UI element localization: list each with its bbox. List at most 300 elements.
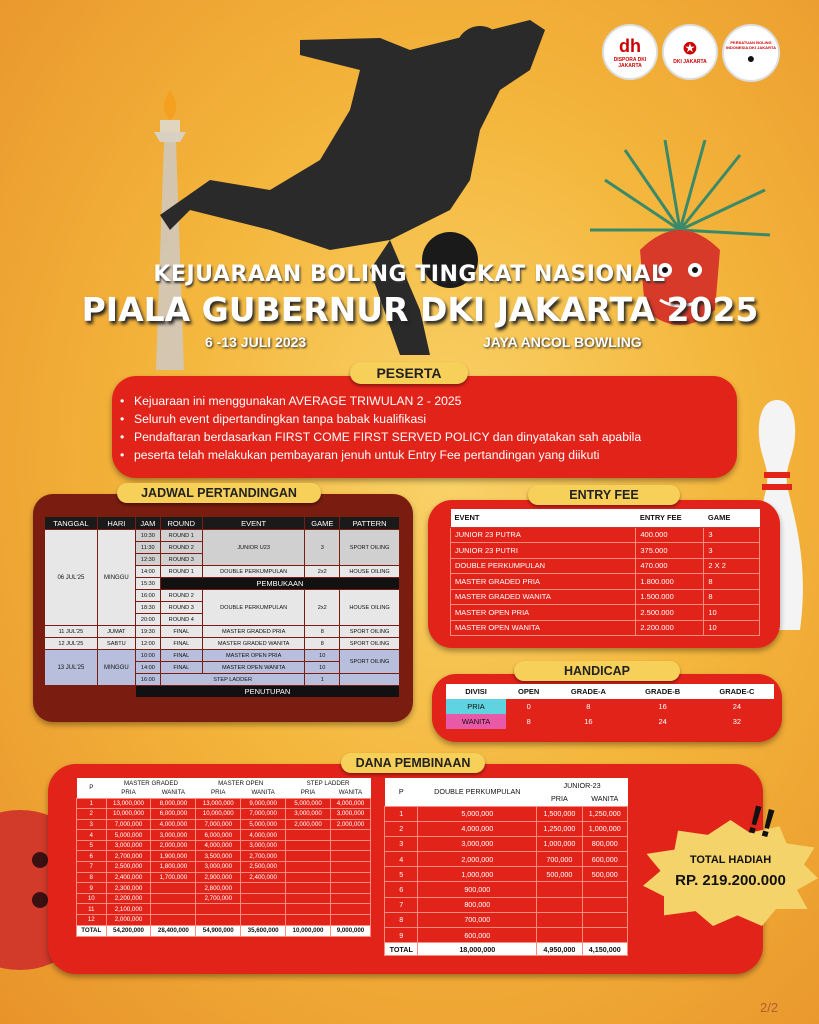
table-cell: 2,400,000 xyxy=(241,872,286,883)
table-row xyxy=(451,620,760,636)
table-cell: 13,000,000 xyxy=(106,798,151,809)
table-cell: 7 xyxy=(385,897,418,912)
col-header: TANGGAL xyxy=(45,517,98,530)
table-row xyxy=(77,893,371,904)
round-cell: ROUND 3 xyxy=(160,554,202,566)
col-header: EVENT xyxy=(451,509,636,527)
day-cell: JUMAT xyxy=(97,626,135,638)
table-cell: 2,400,000 xyxy=(106,872,151,883)
total-cell: 35,600,000 xyxy=(241,925,286,936)
table-cell: 7,000,000 xyxy=(106,819,151,830)
division-cell: WANITA xyxy=(446,714,506,729)
table-cell: 6,000,000 xyxy=(196,830,241,841)
table-cell: 1,000,000 xyxy=(582,821,627,836)
table-row xyxy=(451,558,760,574)
table-cell: 600,000 xyxy=(582,852,627,867)
peserta-item: • Seluruh event dipertandingkan tanpa babak kualifikasi xyxy=(120,410,730,428)
table-cell: 1,500,000 xyxy=(537,806,582,821)
table-cell xyxy=(241,883,286,894)
table-header-row xyxy=(77,778,371,788)
table-row xyxy=(385,821,628,836)
total-cell: 9,000,000 xyxy=(330,925,370,936)
table-cell xyxy=(330,851,370,862)
table-cell: 2 xyxy=(77,809,107,820)
table-cell xyxy=(330,904,370,915)
table-cell: 2,700,000 xyxy=(196,893,241,904)
event-cell: DOUBLE PERKUMPULAN xyxy=(202,590,305,626)
time-cell: 14:00 xyxy=(135,662,160,674)
table-row xyxy=(77,915,371,926)
date-cell: 13 JUL'25 xyxy=(45,650,98,686)
event-cell: MASTER GRADED WANITA xyxy=(202,638,305,650)
table-cell: 3,000,000 xyxy=(286,809,331,820)
table-cell xyxy=(537,882,582,897)
total-cell: 28,400,000 xyxy=(151,925,196,936)
table-cell xyxy=(537,897,582,912)
entry-fee-rows xyxy=(451,527,760,636)
col-subheader: PRIA xyxy=(196,788,241,798)
day-cell: SABTU xyxy=(97,638,135,650)
prize-table-double-junior xyxy=(384,778,628,956)
time-cell: 11:30 xyxy=(135,542,160,554)
table-cell: 16 xyxy=(658,702,667,711)
schedule-table xyxy=(44,516,400,698)
game-cell: 1 xyxy=(305,674,340,686)
table-cell: 2,800,000 xyxy=(196,883,241,894)
table-cell: MASTER GRADED WANITA xyxy=(451,589,636,605)
game-cell: 8 xyxy=(305,626,340,638)
table-cell: 5 xyxy=(385,867,418,882)
time-cell: 20:00 xyxy=(135,614,160,626)
table-cell xyxy=(286,862,331,873)
pattern-cell: SPORT OILING xyxy=(340,530,400,566)
table-row xyxy=(451,527,760,543)
table-cell: 2 xyxy=(385,821,418,836)
table-cell xyxy=(582,912,627,927)
table-cell xyxy=(151,904,196,915)
table-cell xyxy=(286,851,331,862)
table-cell xyxy=(330,872,370,883)
table-row xyxy=(77,798,371,809)
table-cell: 3 xyxy=(704,543,760,559)
table-cell: JUNIOR 23 PUTRA xyxy=(451,527,636,543)
table-cell: 8 xyxy=(385,912,418,927)
day-cell: MINGGU xyxy=(97,650,135,686)
table-row xyxy=(77,819,371,830)
schedule-label: JADWAL PERTANDINGAN xyxy=(117,483,321,503)
table-cell: 13,000,000 xyxy=(196,798,241,809)
date-cell: 12 JUL'25 xyxy=(45,638,98,650)
table-cell: 3,500,000 xyxy=(196,851,241,862)
day-cell: MINGGU xyxy=(97,530,135,626)
col-subheader: WANITA xyxy=(241,788,286,798)
round-cell: ROUND 3 xyxy=(160,602,202,614)
table-cell: 32 xyxy=(732,717,742,726)
table-cell: DOUBLE PERKUMPULAN xyxy=(451,558,636,574)
table-row xyxy=(385,912,628,927)
time-cell: 12:00 xyxy=(135,638,160,650)
cup-title: PIALA GUBERNUR DKI JAKARTA 2025 xyxy=(81,290,759,329)
table-cell: 6 xyxy=(77,851,107,862)
table-cell: 4,000,000 xyxy=(151,819,196,830)
table-cell: 2,700,000 xyxy=(106,851,151,862)
game-cell: 10 xyxy=(305,650,340,662)
table-row xyxy=(77,862,371,873)
table-cell xyxy=(330,883,370,894)
time-cell: 14:00 xyxy=(135,566,160,578)
table-cell: JUNIOR 23 PUTRI xyxy=(451,543,636,559)
col-header: DOUBLE PERKUMPULAN xyxy=(418,778,537,806)
table-cell: 2 X 2 xyxy=(704,558,760,574)
table-cell: 1 xyxy=(385,806,418,821)
event-cell: MASTER OPEN PRIA xyxy=(202,650,305,662)
event-venue: JAYA ANCOL BOWLING xyxy=(483,334,642,350)
total-cell: TOTAL xyxy=(77,925,107,936)
table-cell: 10 xyxy=(77,893,107,904)
total-row xyxy=(385,943,628,956)
time-cell: 12:30 xyxy=(135,554,160,566)
total-cell: 10,000,000 xyxy=(286,925,331,936)
table-cell: 1,700,000 xyxy=(151,872,196,883)
event-cell: MASTER GRADED PRIA xyxy=(202,626,305,638)
event-title: KEJUARAAN BOLING TINGKAT NASIONAL xyxy=(153,262,666,287)
round-cell: FINAL xyxy=(160,638,202,650)
table-cell xyxy=(330,893,370,904)
table-cell: 1,900,000 xyxy=(151,851,196,862)
time-cell: 18:30 xyxy=(135,602,160,614)
table-cell: 1,800,000 xyxy=(151,862,196,873)
col-header: EVENT xyxy=(202,517,305,530)
table-cell: 3 xyxy=(77,819,107,830)
table-cell: 7,000,000 xyxy=(196,819,241,830)
col-header: GAME xyxy=(305,517,340,530)
table-cell: 1.800.000 xyxy=(636,574,704,590)
table-row xyxy=(77,840,371,851)
table-cell: 2,000,000 xyxy=(330,819,370,830)
time-cell: 16:00 xyxy=(135,590,160,602)
table-row xyxy=(45,650,400,662)
col-header: P xyxy=(385,778,418,806)
table-cell: 2,700,000 xyxy=(241,851,286,862)
table-cell: 4,000,000 xyxy=(418,821,537,836)
table-row xyxy=(77,904,371,915)
table-cell xyxy=(286,872,331,883)
table-cell: 1,250,000 xyxy=(537,821,582,836)
table-cell: MASTER OPEN WANITA xyxy=(451,620,636,636)
col-header: JAM xyxy=(135,517,160,530)
peserta-item: • Kejuaraan ini menggunakan AVERAGE TRIWULAN 2 - 2025 xyxy=(120,392,730,410)
table-cell: 2,300,000 xyxy=(106,883,151,894)
table-cell xyxy=(286,893,331,904)
page-indicator: 2/2 xyxy=(760,1000,779,1015)
table-row xyxy=(385,852,628,867)
table-row xyxy=(451,574,760,590)
total-row xyxy=(77,925,371,936)
table-cell: 11 xyxy=(77,904,107,915)
table-cell: 2,500,000 xyxy=(241,862,286,873)
empty-cell xyxy=(340,674,400,686)
table-cell xyxy=(286,883,331,894)
table-cell xyxy=(241,904,286,915)
table-cell xyxy=(330,862,370,873)
prize-rows xyxy=(385,806,628,956)
table-row xyxy=(385,897,628,912)
table-row xyxy=(385,928,628,943)
exclamation-icon: !! xyxy=(742,797,781,847)
table-cell: 2,100,000 xyxy=(106,904,151,915)
table-cell: 1,000,000 xyxy=(537,836,582,851)
table-row xyxy=(385,806,628,821)
time-cell: 10:30 xyxy=(135,530,160,542)
table-cell: 2,900,000 xyxy=(196,872,241,883)
col-subheader: WANITA xyxy=(151,788,196,798)
total-cell: 54,900,000 xyxy=(196,925,241,936)
table-cell: 500,000 xyxy=(582,867,627,882)
total-prize-value: RP. 219.200.000 xyxy=(675,872,786,889)
table-row xyxy=(385,867,628,882)
peserta-item-continued: • peserta telah melakukan pembayaran jenuh untuk Entry Fee pertandingan yang diikuti xyxy=(120,446,730,464)
table-cell: 5,000,000 xyxy=(286,798,331,809)
table-cell: 3,000,000 xyxy=(418,836,537,851)
table-cell: 3,000,000 xyxy=(151,830,196,841)
col-subheader: WANITA xyxy=(330,788,370,798)
table-cell: 1,250,000 xyxy=(582,806,627,821)
table-cell: 8,000,000 xyxy=(151,798,196,809)
empty-cell xyxy=(45,686,136,698)
pattern-cell: SPORT OILING xyxy=(340,638,400,650)
table-cell: 5,000,000 xyxy=(241,819,286,830)
table-cell: 5,000,000 xyxy=(418,806,537,821)
total-cell: 4,150,000 xyxy=(582,943,627,956)
event-cell: STEP LADDER xyxy=(160,674,305,686)
table-header-row xyxy=(45,517,400,530)
dana-pembinaan-label: DANA PEMBINAAN xyxy=(341,753,485,773)
table-cell: 3,000,000 xyxy=(196,862,241,873)
table-cell xyxy=(330,830,370,841)
game-cell: 2x2 xyxy=(305,566,340,578)
game-cell: 10 xyxy=(305,662,340,674)
table-cell: 7 xyxy=(77,862,107,873)
handicap-table xyxy=(446,684,774,729)
col-header: MASTER GRADED xyxy=(106,778,196,788)
table-cell xyxy=(151,915,196,926)
table-cell: 5 xyxy=(77,840,107,851)
table-cell: 800,000 xyxy=(418,897,537,912)
game-cell: 2x2 xyxy=(305,590,340,626)
pattern-cell: SPORT OILING xyxy=(340,650,400,674)
table-cell: 10,000,000 xyxy=(106,809,151,820)
table-cell: 600,000 xyxy=(418,928,537,943)
table-cell: 10,000,000 xyxy=(196,809,241,820)
table-cell xyxy=(286,904,331,915)
table-header-row xyxy=(446,684,774,699)
table-cell: MASTER OPEN PRIA xyxy=(451,605,636,621)
table-cell: 12 xyxy=(77,915,107,926)
col-header: ROUND xyxy=(160,517,202,530)
col-header: HARI xyxy=(97,517,135,530)
table-cell: 10 xyxy=(704,605,760,621)
table-row xyxy=(77,872,371,883)
entry-fee-table xyxy=(450,509,760,636)
prize-rows xyxy=(77,798,371,936)
date-cell: 11 JUL'25 xyxy=(45,626,98,638)
table-cell xyxy=(151,883,196,894)
table-row xyxy=(385,882,628,897)
round-cell: ROUND 1 xyxy=(160,566,202,578)
col-header: GRADE-A xyxy=(551,684,625,699)
col-header: OPEN xyxy=(506,684,551,699)
table-cell: 1,000,000 xyxy=(418,867,537,882)
total-prize-label: TOTAL HADIAH xyxy=(689,854,772,866)
table-cell: 6 xyxy=(385,882,418,897)
table-cell xyxy=(537,928,582,943)
table-cell: 4 xyxy=(385,852,418,867)
table-cell xyxy=(582,928,627,943)
table-cell xyxy=(196,904,241,915)
table-row xyxy=(77,809,371,820)
round-cell: ROUND 2 xyxy=(160,542,202,554)
table-cell: 3 xyxy=(704,527,760,543)
table-row xyxy=(45,638,400,650)
table-cell: 16 xyxy=(584,717,593,726)
table-cell: 3 xyxy=(385,836,418,851)
table-cell xyxy=(582,882,627,897)
col-header: P xyxy=(77,778,107,798)
table-cell: 3,000,000 xyxy=(330,809,370,820)
table-row xyxy=(77,883,371,894)
time-cell: 10:00 xyxy=(135,650,160,662)
col-header: STEP LADDER xyxy=(286,778,371,788)
col-subheader: PRIA xyxy=(106,788,151,798)
table-header-row xyxy=(77,788,371,798)
opening-cell: PEMBUKAAN xyxy=(160,578,399,590)
table-cell: 700,000 xyxy=(418,912,537,927)
table-row xyxy=(45,626,400,638)
table-cell: 500,000 xyxy=(537,867,582,882)
table-header-row xyxy=(385,778,628,792)
total-cell: TOTAL xyxy=(385,943,418,956)
total-cell: 54,200,000 xyxy=(106,925,151,936)
date-cell: 06 JUL'25 xyxy=(45,530,98,626)
table-cell: 2,200,000 xyxy=(106,893,151,904)
table-cell: 900,000 xyxy=(418,882,537,897)
time-cell: 19:30 xyxy=(135,626,160,638)
pattern-cell: SPORT OILING xyxy=(340,626,400,638)
time-cell: 16:00 xyxy=(135,674,160,686)
table-cell xyxy=(330,840,370,851)
col-header: DIVISI xyxy=(446,684,506,699)
table-cell: 7,000,000 xyxy=(241,809,286,820)
table-row xyxy=(446,699,774,714)
dispora-logo: dh DISPORA DKI JAKARTA xyxy=(602,24,658,80)
table-cell: 1 xyxy=(77,798,107,809)
table-row xyxy=(45,530,400,542)
table-cell: 700,000 xyxy=(537,852,582,867)
table-cell: 5,000,000 xyxy=(106,830,151,841)
prize-table-master xyxy=(76,778,371,937)
col-header: JUNIOR-23 xyxy=(537,778,628,792)
table-cell: 8 xyxy=(77,872,107,883)
table-cell xyxy=(241,893,286,904)
closing-cell: PENUTUPAN xyxy=(135,686,399,698)
round-cell: FINAL xyxy=(160,626,202,638)
table-row xyxy=(451,589,760,605)
table-row xyxy=(446,714,774,729)
table-cell: 470.000 xyxy=(636,558,704,574)
table-cell: 3,000,000 xyxy=(241,840,286,851)
col-header: GRADE-C xyxy=(700,684,774,699)
col-header: PATTERN xyxy=(340,517,400,530)
table-cell xyxy=(196,915,241,926)
table-cell: 0 xyxy=(526,702,531,711)
table-header-row xyxy=(451,509,760,527)
table-cell xyxy=(330,915,370,926)
entry-fee-label: ENTRY FEE xyxy=(528,485,680,505)
table-cell: 2,000,000 xyxy=(106,915,151,926)
event-date: 6 -13 JULI 2023 xyxy=(205,334,307,350)
table-row xyxy=(45,686,400,698)
total-cell: 4,950,000 xyxy=(537,943,582,956)
table-cell: 800,000 xyxy=(582,836,627,851)
col-subheader: PRIA xyxy=(537,792,582,806)
table-cell: 2,500,000 xyxy=(106,862,151,873)
table-cell: 4,000,000 xyxy=(330,798,370,809)
table-cell xyxy=(151,893,196,904)
round-cell: FINAL xyxy=(160,650,202,662)
table-cell: 400.000 xyxy=(636,527,704,543)
table-cell: 2.500.000 xyxy=(636,605,704,621)
table-row xyxy=(77,830,371,841)
pbi-dki-logo: PERSATUAN BOLING INDONESIA DKI JAKARTA ● xyxy=(722,24,780,82)
round-cell: FINAL xyxy=(160,662,202,674)
round-cell: ROUND 2 xyxy=(160,590,202,602)
event-cell: MASTER OPEN WANITA xyxy=(202,662,305,674)
table-row xyxy=(451,543,760,559)
table-cell: 8 xyxy=(586,702,591,711)
table-row xyxy=(385,836,628,851)
table-cell: 9,000,000 xyxy=(241,798,286,809)
table-cell: 8 xyxy=(704,574,760,590)
peserta-list xyxy=(120,392,730,464)
table-cell: 24 xyxy=(658,717,667,726)
table-cell: 8 xyxy=(704,589,760,605)
table-cell: 8 xyxy=(526,717,531,726)
table-cell: 10 xyxy=(704,620,760,636)
table-cell: 2,000,000 xyxy=(286,819,331,830)
division-cell: PRIA xyxy=(446,699,506,714)
table-cell xyxy=(286,840,331,851)
col-subheader: PRIA xyxy=(286,788,331,798)
peserta-label: PESERTA xyxy=(350,362,468,384)
table-cell: 4 xyxy=(77,830,107,841)
table-cell: 24 xyxy=(732,702,742,711)
col-header: GRADE-B xyxy=(625,684,699,699)
table-cell: 4,000,000 xyxy=(196,840,241,851)
pattern-cell: HOUSE OILING xyxy=(340,590,400,626)
table-cell xyxy=(241,915,286,926)
col-subheader: WANITA xyxy=(582,792,627,806)
table-cell xyxy=(286,830,331,841)
table-cell: 2.200.000 xyxy=(636,620,704,636)
table-cell: 6,000,000 xyxy=(151,809,196,820)
table-cell: 3,000,000 xyxy=(106,840,151,851)
table-cell: 9 xyxy=(385,928,418,943)
table-cell: 2,000,000 xyxy=(418,852,537,867)
game-cell: 8 xyxy=(305,638,340,650)
total-cell: 18,000,000 xyxy=(418,943,537,956)
pattern-cell: HOUSE OILING xyxy=(340,566,400,578)
table-cell: 2,000,000 xyxy=(151,840,196,851)
